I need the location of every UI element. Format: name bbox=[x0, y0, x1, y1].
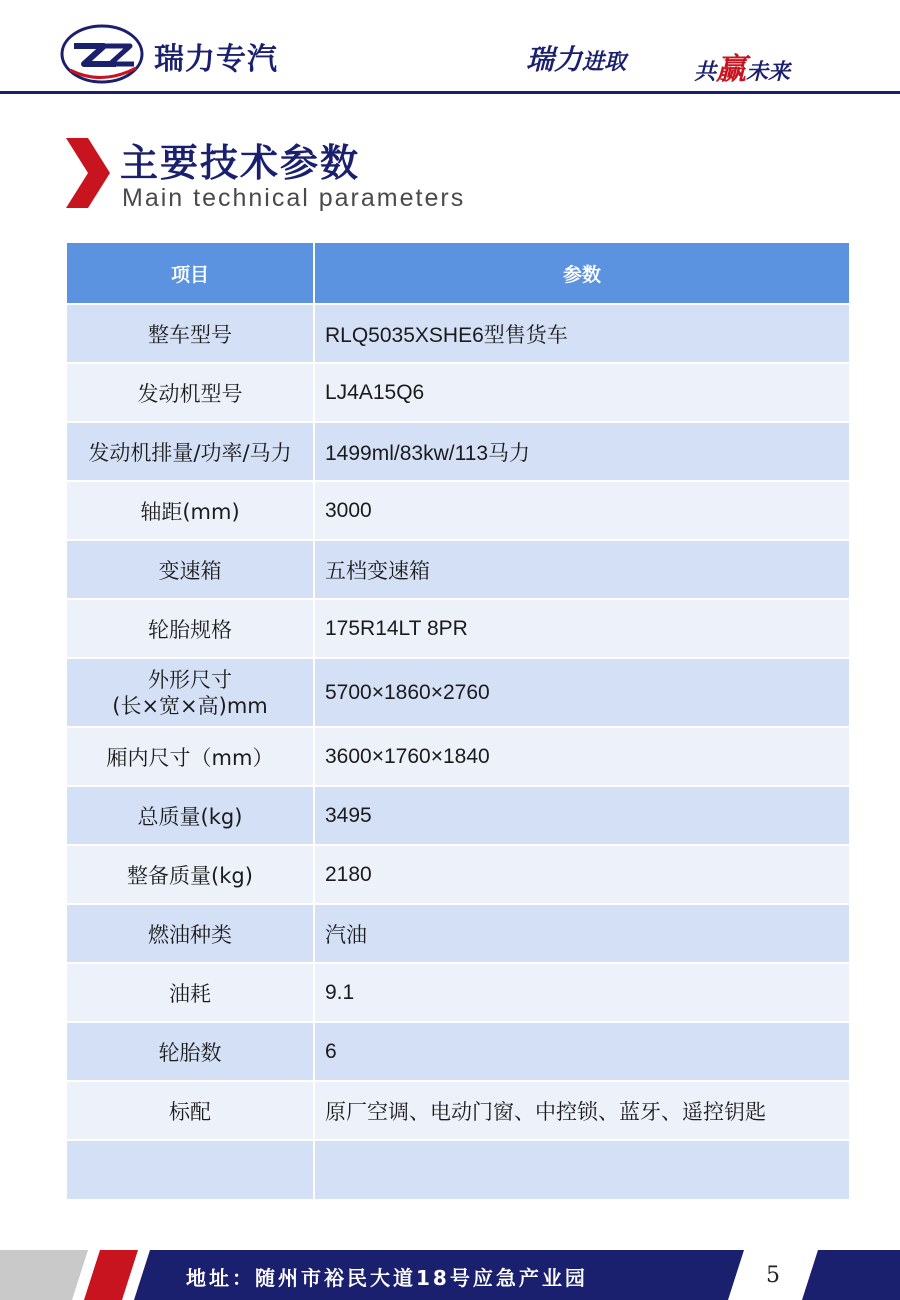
table-row bbox=[66, 422, 850, 481]
company-logo-icon bbox=[60, 24, 144, 84]
row-key: 变速箱 bbox=[66, 540, 314, 599]
column-header-item: 项目 bbox=[66, 242, 314, 304]
row-key: 整车型号 bbox=[66, 304, 314, 363]
page-number: 5 bbox=[766, 1263, 780, 1288]
header-divider bbox=[0, 91, 900, 94]
row-value: 1499ml/83kw/113马力 bbox=[314, 422, 850, 481]
row-value: RLQ5035XSHE6型售货车 bbox=[314, 304, 850, 363]
table-row bbox=[66, 727, 850, 786]
row-key: 标配 bbox=[66, 1081, 314, 1140]
section-subtitle: Main technical parameters bbox=[122, 184, 466, 212]
row-key-line1: 外形尺寸 bbox=[148, 667, 232, 692]
slogan2-part-c: 未来 bbox=[746, 60, 791, 85]
parameters-table bbox=[65, 241, 851, 1201]
row-value: 9.1 bbox=[314, 963, 850, 1022]
row-value bbox=[314, 1140, 850, 1200]
row-value: 五档变速箱 bbox=[314, 540, 850, 599]
table-row bbox=[66, 845, 850, 904]
table-row bbox=[66, 786, 850, 845]
table-row bbox=[66, 1022, 850, 1081]
row-value: 5700×1860×2760 bbox=[314, 658, 850, 727]
row-key bbox=[66, 1140, 314, 1200]
footer-address: 地址：随州市裕民大道18号应急产业园 bbox=[186, 1266, 588, 1290]
slogan-main: 瑞力 bbox=[526, 43, 583, 76]
page-header bbox=[0, 0, 900, 96]
row-key: 发动机排量/功率/马力 bbox=[66, 422, 314, 481]
row-value: 原厂空调、电动门窗、中控锁、蓝牙、遥控钥匙 bbox=[314, 1081, 850, 1140]
table-row bbox=[66, 1081, 850, 1140]
row-value: 3000 bbox=[314, 481, 850, 540]
row-key: 轴距(mm) bbox=[66, 481, 314, 540]
table-row bbox=[66, 658, 850, 727]
row-value: 175R14LT 8PR bbox=[314, 599, 850, 658]
row-value: 2180 bbox=[314, 845, 850, 904]
table-header-row bbox=[66, 242, 850, 304]
table-row bbox=[66, 1140, 850, 1200]
row-key: 总质量(kg) bbox=[66, 786, 314, 845]
row-key: 轮胎数 bbox=[66, 1022, 314, 1081]
row-key: 发动机型号 bbox=[66, 363, 314, 422]
table-row bbox=[66, 540, 850, 599]
row-key: 整备质量(kg) bbox=[66, 845, 314, 904]
table-row bbox=[66, 904, 850, 963]
slogan-primary bbox=[526, 38, 626, 78]
slogan-sub: 进取 bbox=[582, 50, 627, 75]
row-key bbox=[66, 658, 314, 727]
column-header-param: 参数 bbox=[314, 242, 850, 304]
row-value: 6 bbox=[314, 1022, 850, 1081]
row-value: 3600×1760×1840 bbox=[314, 727, 850, 786]
table-row bbox=[66, 963, 850, 1022]
row-value: 汽油 bbox=[314, 904, 850, 963]
brand-name: 瑞力专汽 bbox=[154, 42, 278, 77]
table-row bbox=[66, 304, 850, 363]
row-value: LJ4A15Q6 bbox=[314, 363, 850, 422]
row-value: 3495 bbox=[314, 786, 850, 845]
row-key: 燃油种类 bbox=[66, 904, 314, 963]
table-row bbox=[66, 363, 850, 422]
row-key: 油耗 bbox=[66, 963, 314, 1022]
section-title: 主要技术参数 bbox=[120, 141, 361, 185]
table-row bbox=[66, 599, 850, 658]
slogan2-part-a: 共 bbox=[694, 60, 717, 85]
row-key: 厢内尺寸（mm） bbox=[66, 727, 314, 786]
table-row bbox=[66, 481, 850, 540]
chevron-right-icon bbox=[66, 138, 110, 208]
row-key-line2: (长×宽×高)mm bbox=[112, 693, 268, 718]
slogan-secondary bbox=[694, 44, 790, 88]
row-key: 轮胎规格 bbox=[66, 599, 314, 658]
slogan2-part-b: 赢 bbox=[716, 52, 747, 87]
